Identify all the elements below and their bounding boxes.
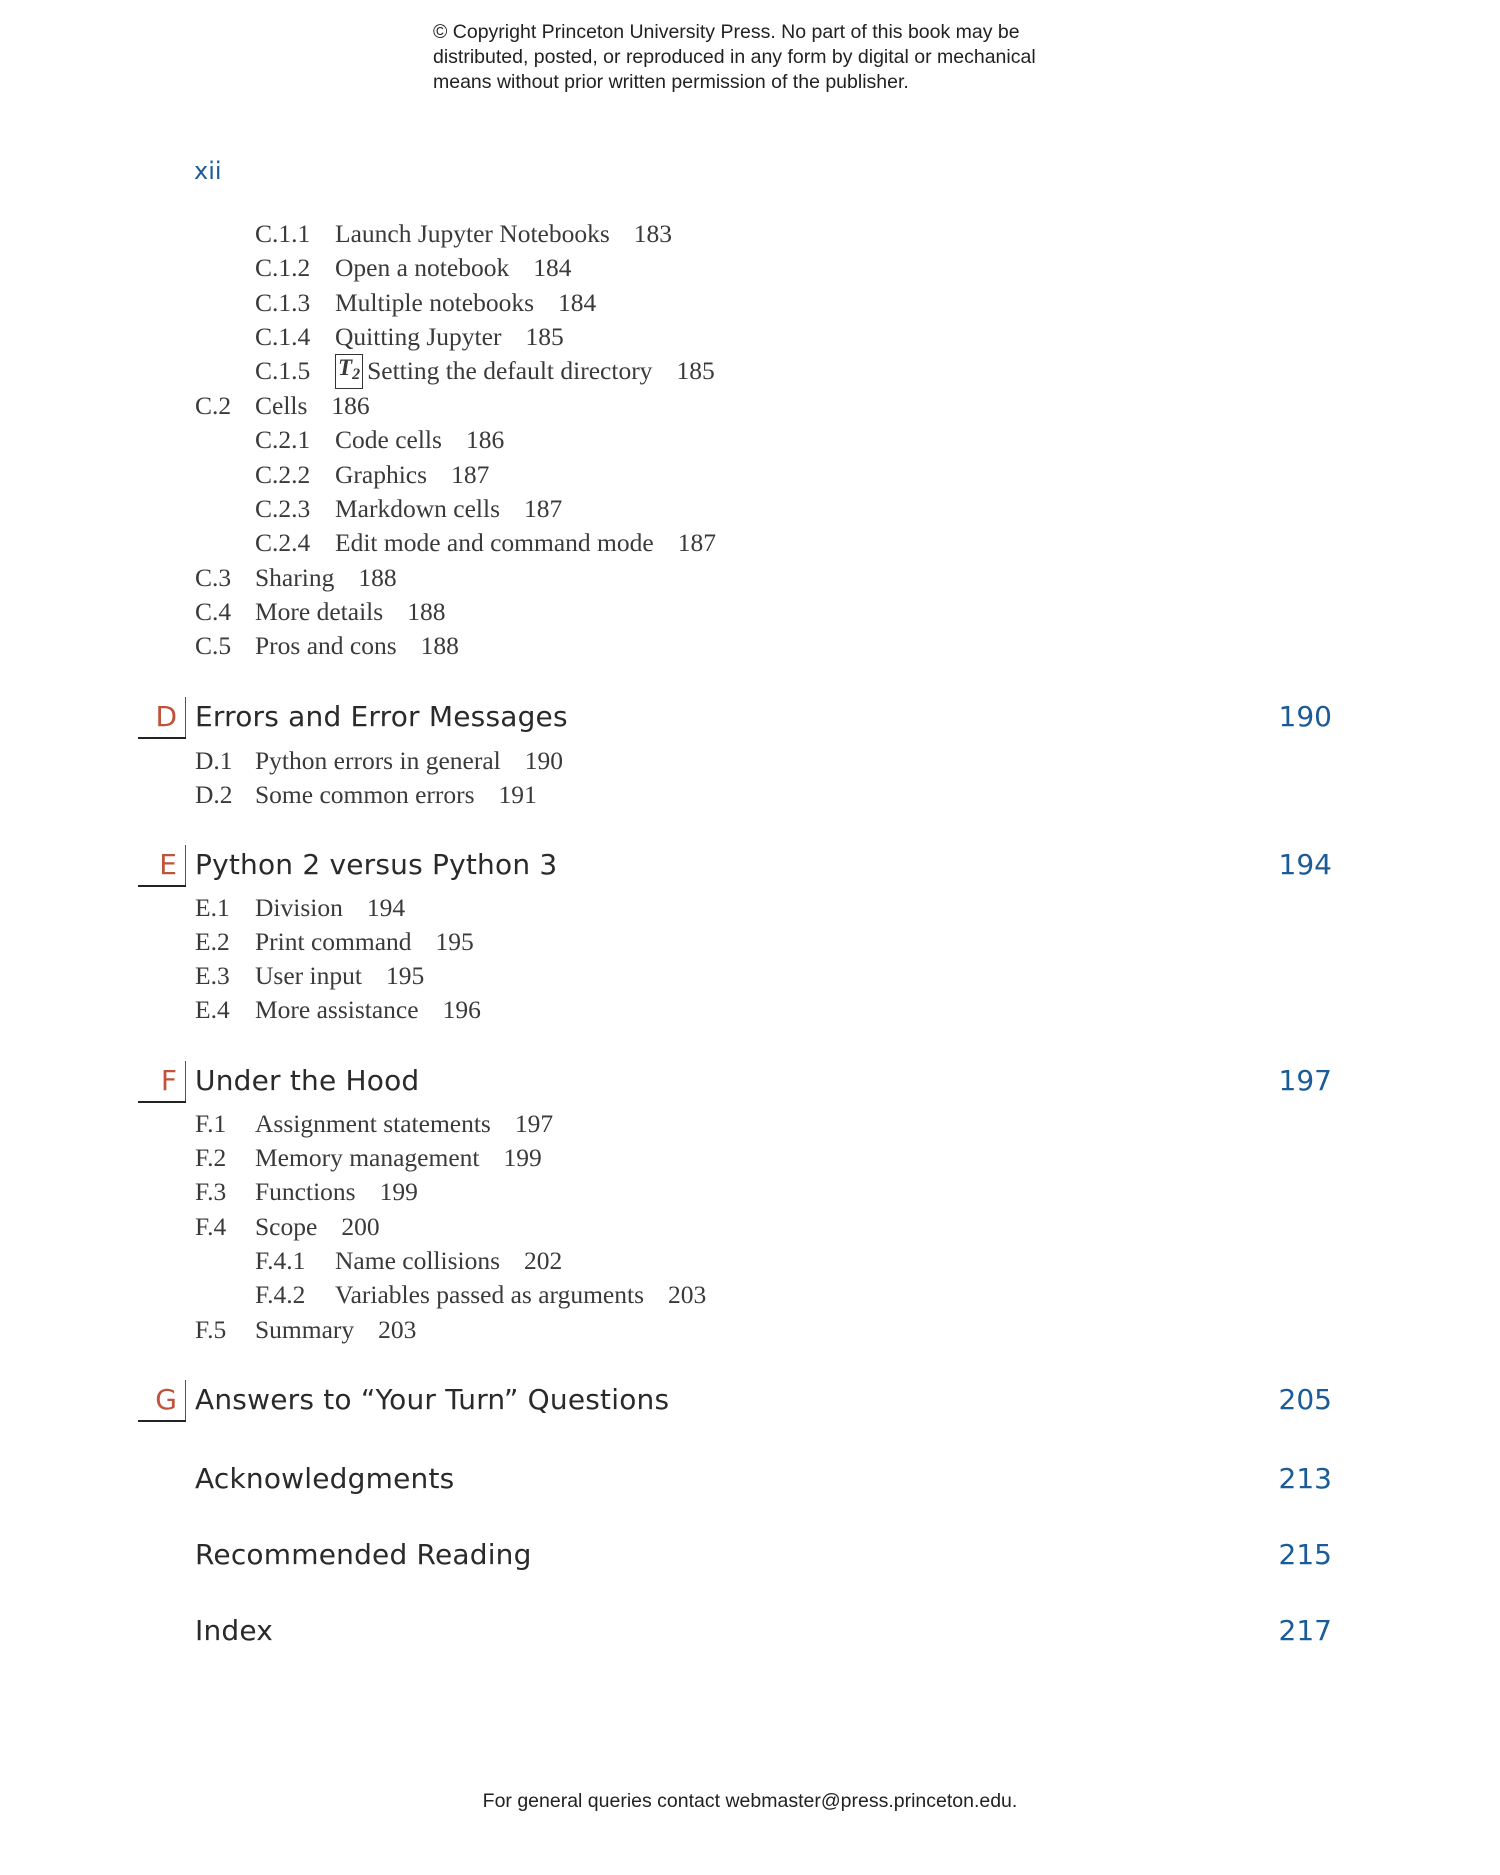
- toc-entry-page: 195: [435, 927, 474, 956]
- toc-entry[interactable]: [255, 251, 571, 285]
- copyright-line: © Copyright Princeton University Press. No part of this book may be: [433, 21, 1020, 43]
- chapter-title-d[interactable]: Errors and Error Messages: [195, 700, 568, 733]
- toc-entry-number: F.4: [195, 1212, 227, 1241]
- toc-entry-title: Edit mode and command mode: [335, 528, 654, 557]
- toc-entry-page: 194: [366, 893, 406, 922]
- chapter-title-f[interactable]: Under the Hood: [195, 1064, 420, 1097]
- toc-entry[interactable]: [195, 1141, 542, 1175]
- toc-entry-title: Code cells: [335, 425, 442, 454]
- toc-entry-title: Name collisions: [335, 1246, 501, 1275]
- toc-entry-number: E.2: [195, 927, 230, 956]
- toc-entry-page: 184: [558, 288, 597, 317]
- toc-entry-number: C.2.3: [255, 494, 311, 523]
- back-matter-page-acknowledgments[interactable]: 213: [1278, 1462, 1332, 1495]
- toc-entry-title: Some common errors: [255, 780, 475, 809]
- toc-entry-page: 200: [341, 1212, 380, 1241]
- toc-entry[interactable]: [195, 1313, 416, 1347]
- toc-entry-number: C.1.2: [255, 253, 311, 282]
- advanced-topic-badge: [335, 354, 363, 389]
- toc-entry-title: Assignment statements: [255, 1109, 491, 1138]
- toc-entry[interactable]: [195, 959, 424, 993]
- toc-entry[interactable]: [255, 492, 562, 526]
- toc-entry-number: E.3: [195, 961, 230, 990]
- toc-entry[interactable]: [255, 458, 489, 492]
- chapter-letter-g: G: [142, 1380, 186, 1420]
- chapter-page-d[interactable]: 190: [1278, 700, 1332, 733]
- toc-entry-title: More assistance: [255, 995, 419, 1024]
- toc-entry-page: 195: [385, 961, 425, 990]
- toc-entry-page: 188: [407, 597, 446, 626]
- chapter-page-e[interactable]: 194: [1278, 848, 1332, 881]
- toc-entry[interactable]: [255, 1244, 562, 1278]
- toc-entry-number: F.4.2: [255, 1280, 306, 1309]
- back-matter-page-recommended-reading[interactable]: 215: [1278, 1538, 1332, 1571]
- toc-entry-title: More details: [255, 597, 384, 626]
- toc-entry-page: 185: [525, 322, 564, 351]
- toc-entry[interactable]: [195, 744, 563, 778]
- toc-entry-number: F.1: [195, 1109, 227, 1138]
- toc-entry[interactable]: [255, 354, 715, 391]
- badge-letter: T: [338, 354, 353, 380]
- toc-entry-page: 202: [524, 1246, 563, 1275]
- chapter-underline: [138, 885, 186, 887]
- chapter-letter-e: E: [142, 845, 186, 885]
- toc-entry[interactable]: [195, 561, 397, 595]
- toc-entry[interactable]: [195, 1175, 418, 1209]
- chapter-page-f[interactable]: 197: [1278, 1064, 1332, 1097]
- toc-entry-number: C.3: [195, 563, 232, 592]
- back-matter-title-recommended-reading[interactable]: Recommended Reading: [195, 1538, 532, 1571]
- toc-entry-number: C.4: [195, 597, 232, 626]
- toc-entry-number: F.3: [195, 1177, 227, 1206]
- toc-entry[interactable]: [195, 629, 459, 663]
- toc-entry-title: Graphics: [335, 460, 428, 489]
- toc-entry-page: 203: [378, 1315, 417, 1344]
- page-number: xii: [194, 157, 222, 185]
- toc-entry-page: 191: [498, 780, 537, 809]
- toc-entry-page: 187: [677, 528, 716, 557]
- toc-entry-title: Functions: [255, 1177, 356, 1206]
- chapter-letter-f: F: [142, 1061, 186, 1101]
- toc-entry[interactable]: [255, 286, 596, 320]
- toc-entry-number: C.1.3: [255, 288, 311, 317]
- toc-entry[interactable]: [195, 993, 481, 1027]
- toc-entry[interactable]: [195, 1107, 553, 1141]
- toc-entry-number: C.2.4: [255, 528, 311, 557]
- toc-entry-page: 186: [331, 391, 370, 420]
- toc-entry-title: Scope: [255, 1212, 318, 1241]
- toc-entry-title: Pros and cons: [255, 631, 397, 660]
- toc-entry-number: F.5: [195, 1315, 227, 1344]
- toc-entry-page: 188: [358, 563, 397, 592]
- toc-entry-title: Markdown cells: [335, 494, 501, 523]
- toc-entry-title: Print command: [255, 927, 412, 956]
- toc-entry-page: 184: [533, 253, 572, 282]
- toc-entry-number: C.5: [195, 631, 232, 660]
- toc-entry[interactable]: [195, 389, 370, 423]
- toc-entry-title: Quitting Jupyter: [335, 322, 502, 351]
- copyright-line: means without prior written permission of the publisher.: [433, 71, 909, 93]
- toc-entry-number: F.4.1: [255, 1246, 306, 1275]
- toc-entry-number: D.1: [195, 746, 233, 775]
- chapter-underline: [138, 737, 186, 739]
- toc-entry-number: E.4: [195, 995, 230, 1024]
- toc-entry-page: 187: [524, 494, 563, 523]
- toc-entry-title: Sharing: [255, 563, 335, 592]
- toc-entry[interactable]: [195, 1210, 380, 1244]
- toc-entry-number: C.1.1: [255, 219, 311, 248]
- toc-entry-page: 183: [633, 219, 673, 248]
- chapter-title-g[interactable]: Answers to “Your Turn” Questions: [195, 1383, 670, 1416]
- toc-entry-title: Memory management: [255, 1143, 480, 1172]
- toc-entry-title: User input: [255, 961, 362, 990]
- toc-entry-title: Division: [255, 893, 343, 922]
- toc-entry-title: Multiple notebooks: [335, 288, 535, 317]
- toc-entry[interactable]: [255, 320, 564, 354]
- footer-contact: For general queries contact webmaster@press.princeton.edu.: [482, 1790, 1018, 1812]
- copyright-notice: [433, 20, 1113, 95]
- toc-entry-page: 186: [465, 425, 505, 454]
- toc-entry[interactable]: [195, 595, 445, 629]
- toc-entry-number: C.1.4: [255, 322, 311, 351]
- toc-entry-title: Python errors in general: [255, 746, 501, 775]
- badge-subscript: 2: [352, 365, 361, 383]
- toc-entry[interactable]: [195, 778, 537, 812]
- toc-entry[interactable]: [255, 423, 504, 457]
- toc-entry-number: C.2.1: [255, 425, 311, 454]
- chapter-title-e[interactable]: Python 2 versus Python 3: [195, 848, 558, 881]
- toc-entry[interactable]: [195, 891, 405, 925]
- toc-entry-title: Cells: [255, 391, 308, 420]
- chapter-letter-d: D: [142, 697, 186, 737]
- toc-entry-page: 188: [420, 631, 459, 660]
- toc-entry-title: Setting the default directory: [367, 356, 653, 385]
- toc-entry[interactable]: [255, 217, 672, 251]
- toc-entry-number: D.2: [195, 780, 233, 809]
- back-matter-title-index[interactable]: Index: [195, 1614, 274, 1647]
- toc-entry-number: F.2: [195, 1143, 227, 1172]
- toc-entry-number: C.2: [195, 391, 232, 420]
- toc-entry-page: 199: [379, 1177, 418, 1206]
- toc-entry-number: E.1: [195, 893, 230, 922]
- toc-entry-page: 190: [524, 746, 563, 775]
- toc-entry-title: Variables passed as arguments: [335, 1280, 644, 1309]
- toc-entry-page: 187: [451, 460, 490, 489]
- toc-entry-page: 203: [668, 1280, 707, 1309]
- toc-entry[interactable]: [255, 1278, 706, 1312]
- toc-entry[interactable]: [255, 526, 716, 560]
- back-matter-title-acknowledgments[interactable]: Acknowledgments: [195, 1462, 455, 1495]
- copyright-line: distributed, posted, or reproduced in any form by digital or mechanical: [433, 46, 1036, 68]
- toc-entry-title: Summary: [255, 1315, 355, 1344]
- toc-entry[interactable]: [195, 925, 474, 959]
- chapter-underline: [138, 1420, 186, 1422]
- chapter-underline: [138, 1101, 186, 1103]
- toc-entry-page: 199: [503, 1143, 542, 1172]
- toc-entry-page: 196: [442, 995, 481, 1024]
- toc-entry-number: C.2.2: [255, 460, 311, 489]
- toc-entry-title: Launch Jupyter Notebooks: [335, 219, 610, 248]
- back-matter-page-index[interactable]: 217: [1278, 1614, 1332, 1647]
- toc-entry-page: 197: [514, 1109, 554, 1138]
- toc-entry-title: Open a notebook: [335, 253, 510, 282]
- toc-entry-page: 185: [676, 356, 715, 385]
- chapter-page-g[interactable]: 205: [1278, 1383, 1332, 1416]
- toc-entry-number: C.1.5: [255, 356, 311, 385]
